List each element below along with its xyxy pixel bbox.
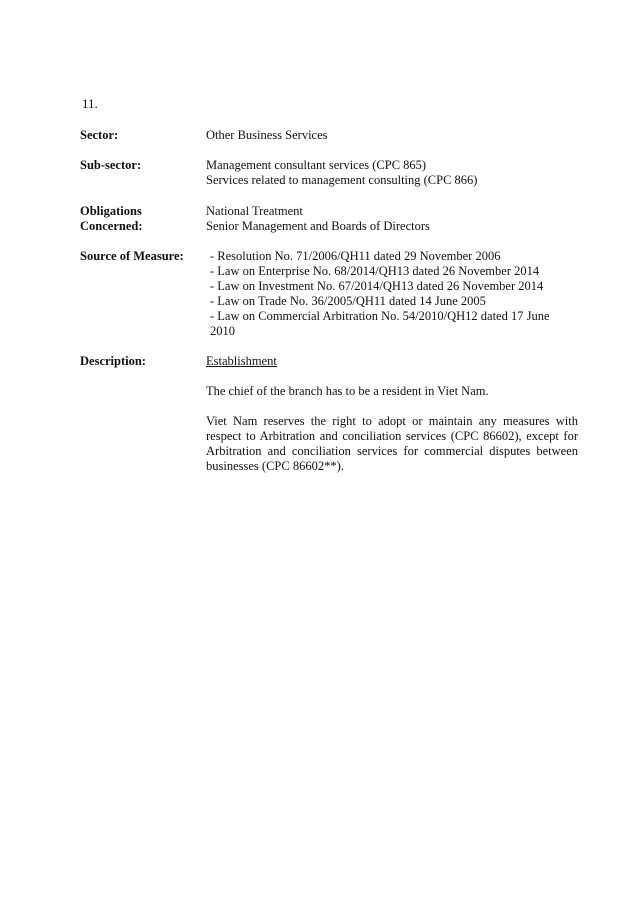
sub-sector-line: Services related to management consulting (CPC 866) bbox=[206, 173, 478, 187]
measure-item: - Law on Enterprise No. 68/2014/QH13 dated 26 November 2014 bbox=[210, 264, 540, 278]
description-value bbox=[206, 354, 578, 474]
obligations-label-line1: Obligations bbox=[80, 204, 142, 218]
sub-sector-value bbox=[206, 158, 576, 188]
obligations-line: National Treatment bbox=[206, 204, 303, 218]
obligations-label bbox=[80, 204, 200, 234]
description-heading: Establishment bbox=[206, 354, 277, 368]
sub-sector-label: Sub-sector: bbox=[80, 158, 142, 172]
source-of-measure-label: Source of Measure: bbox=[80, 249, 184, 263]
entry-number: 11. bbox=[82, 96, 98, 111]
description-label: Description: bbox=[80, 354, 146, 368]
obligations-value bbox=[206, 204, 576, 234]
sector-label: Sector: bbox=[80, 128, 119, 142]
measure-item: - Law on Commercial Arbitration No. 54/2010/QH12 dated 17 June 2010 bbox=[210, 309, 550, 338]
source-of-measure-list bbox=[210, 249, 570, 339]
description-paragraph: The chief of the branch has to be a resident in Viet Nam. bbox=[206, 384, 489, 398]
measure-item: - Law on Trade No. 36/2005/QH11 dated 14 June 2005 bbox=[210, 294, 486, 308]
obligations-label-line2: Concerned: bbox=[80, 219, 143, 233]
sector-value: Other Business Services bbox=[206, 128, 328, 142]
sub-sector-line: Management consultant services (CPC 865) bbox=[206, 158, 427, 172]
description-paragraph: Viet Nam reserves the right to adopt or maintain any measures with respect to Arbitration and conciliation services (CPC 86602), except for Arbitration and conciliation services for commercial disputes between businesses (CPC 86602**). bbox=[206, 414, 578, 473]
measure-item: - Resolution No. 71/2006/QH11 dated 29 November 2006 bbox=[210, 249, 501, 263]
measure-item: - Law on Investment No. 67/2014/QH13 dated 26 November 2014 bbox=[210, 279, 544, 293]
obligations-line: Senior Management and Boards of Directors bbox=[206, 219, 430, 233]
